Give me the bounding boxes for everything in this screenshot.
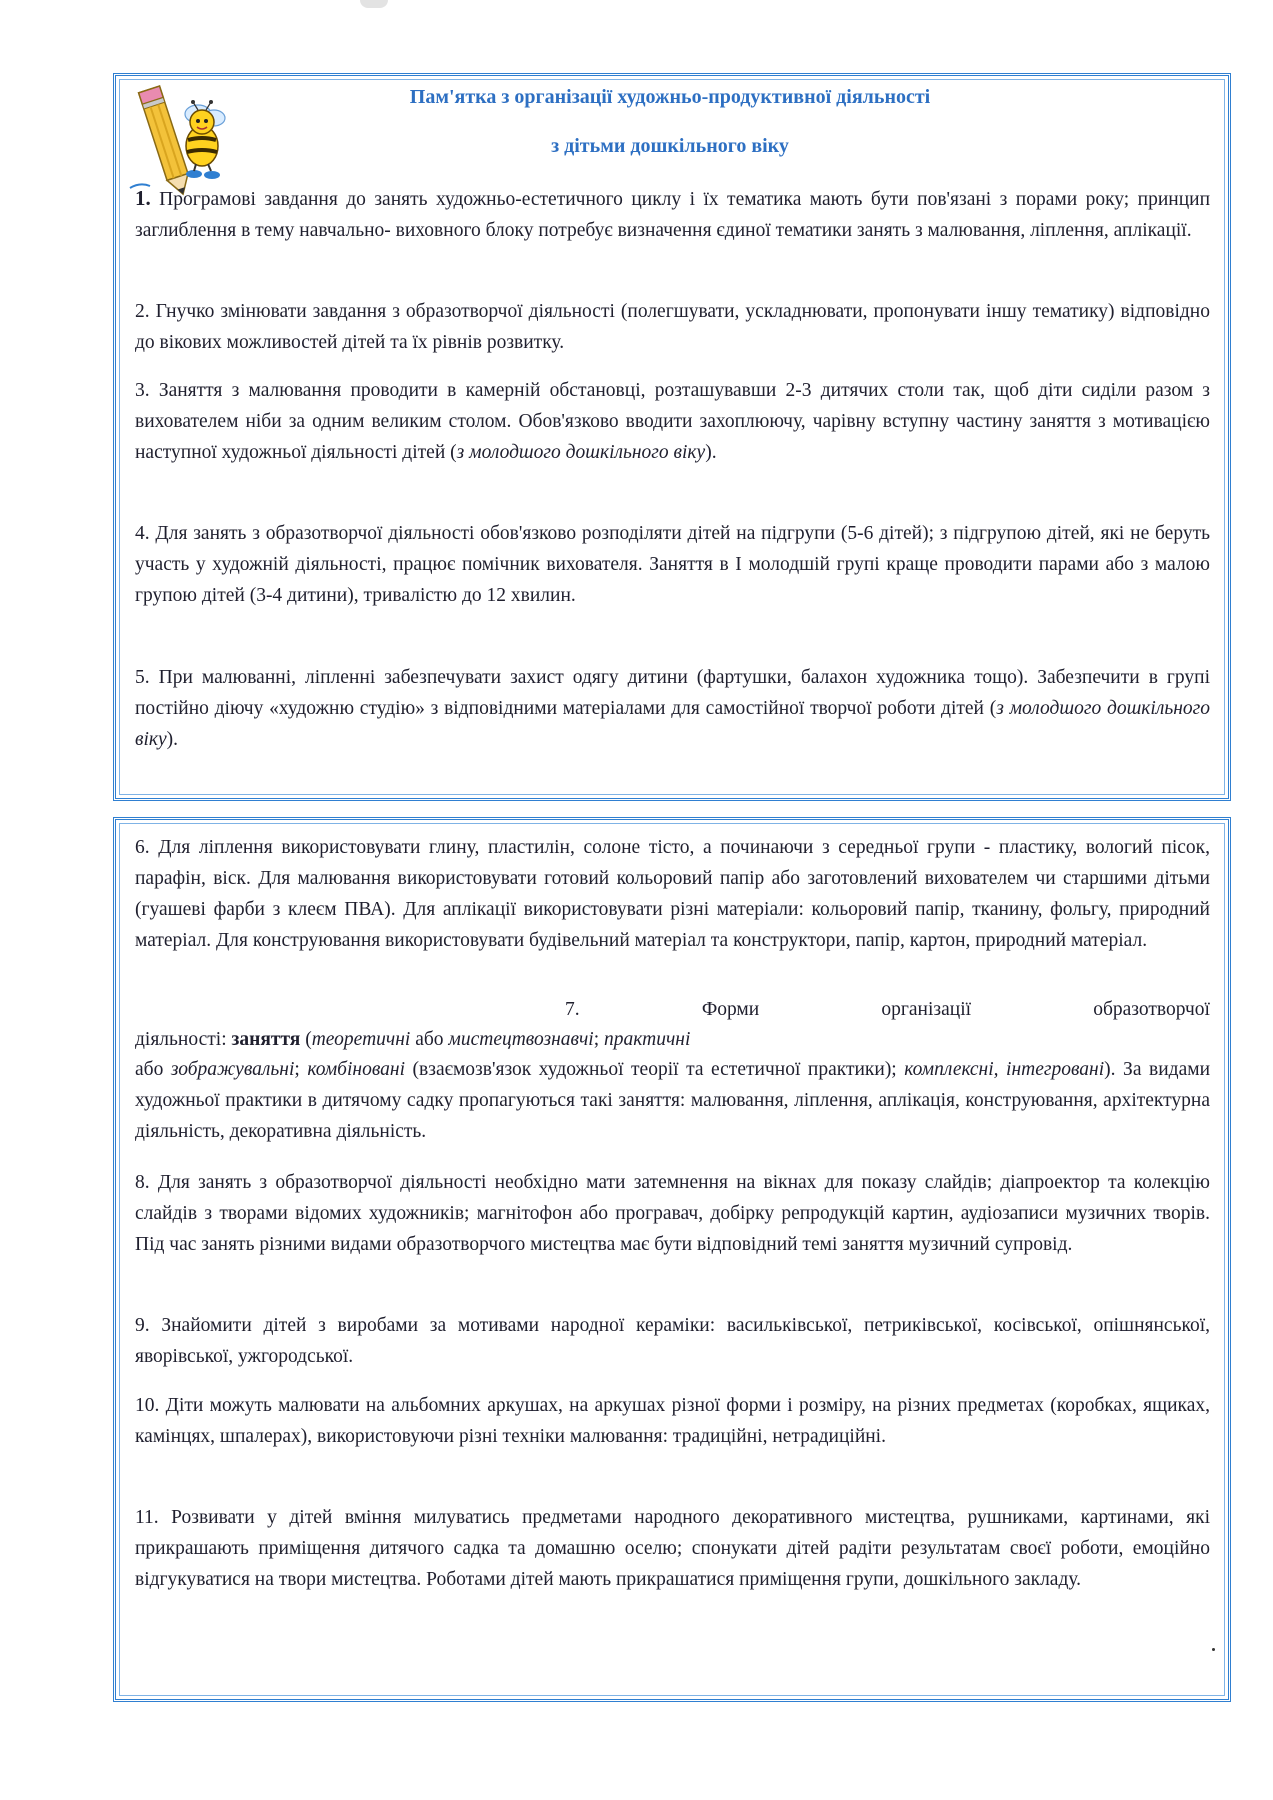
item-2: 2. Гнучко змінювати завдання з образотворчої діяльності (полегшувати, ускладнювати, пропонувати іншу тематику) відповідно до вікових можливостей дітей та їх рівнів розвитку. [135,301,1210,353]
scan-artifact [360,0,388,8]
item-3-italic: з молодшого дошкільного віку [456,442,706,463]
item-7-line-1 [135,1024,1210,1055]
item-7-t2: або [410,1029,449,1050]
item-7-i6: комплексні, інтегровані [904,1059,1105,1080]
item-7-t5: ; [294,1059,308,1080]
item-7-body [135,1054,1210,1147]
item-7-number: 7. [565,999,580,1020]
item-11: 11. Розвивати у дітей вміння милуватись предметами народного декоративного мистецтва, рушниками, картинами, які прикрашають приміщення дитячого садка та домашню оселю; спонукати дітей радіти результатам своєї роботи, емоційно відгукуватися на твори мистецтва. Роботами дітей мають прикрашатися приміщення групи, дошкільного закладу. [135,1507,1210,1590]
item-7-i4: зображувальні [170,1059,295,1080]
item-5-text: 5. При малюванні, ліпленні забезпечувати захист одягу дитини (фартушки, балахон художника тощо). Забезпечити в групі постійно діючу «художню студію» з відповідними матеріалами для самостійної творчої роботи дітей ( [135,667,1210,719]
item-7-i5: комбіновані [307,1059,405,1080]
item-7-start: діяльності: [135,1029,232,1050]
item-6: 6. Для ліплення використовувати глину, пластилін, солоне тісто, а починаючи з середньої групи - пластику, вологий пісок, парафін, віск. Для малювання використовувати готовий кольоровий папір або заготовлений вихователем чи старшими дітьми (гуашеві фарби з клеєм ПВА). Для аплікації використовувати різні матеріали: кольоровий папір, тканину, фольгу, природний матеріал. Для конструювання використовувати будівельний матеріал та конструктори, папір, картон, природний матеріал. [135,837,1210,951]
item-8: 8. Для занять з образотворчої діяльності необхідно мати затемнення на вікнах для показу слайдів; діапроектор та колекцію слайдів з творами відомих художників; магнітофон або програвач, добірку репродукцій картин, аудіозаписи музичних творів. Під час занять різними видами образотворчого мистецтва має бути відповідний темі заняття музичний супровід. [135,1172,1210,1255]
item-9: 9. Знайомити дітей з виробами за мотивами народної кераміки: васильківської, петриківської, косівської, опішнянської, яворівської, ужгородської. [135,1315,1210,1367]
item-5 [135,662,1210,755]
item-1 [135,183,1210,246]
item-7-i3: практичні [604,1029,691,1050]
item-7-i2: мистецтвознавчі [448,1029,594,1050]
scan-speck [1212,1648,1215,1651]
item-7-i1: теоретичні [311,1029,411,1050]
item-7-lead [135,994,1210,1025]
item-1-number: 1. [135,186,151,210]
page-subtitle: з дітьми дошкільного віку [551,135,789,157]
item-7-t7: ). За видами художньої практики в дитячому садку пропагуються такі заняття: малювання, ліплення, аплікація, конструювання, архітектурна діяльність, декоративна діяльність. [135,1059,1211,1142]
item-1-text: Програмові завдання до занять художньо-естетичного циклу і їх тематика мають бути пов'язані з порами року; принцип заглиблення в тему навчально- виховного блоку потребує визначення єдиної тематики занять з малювання, ліплення, аплікації. [135,189,1210,241]
item-7-bold: заняття [231,1029,301,1050]
item-7-t4: або [135,1059,171,1080]
item-10: 10. Діти можуть малювати на альбомних аркушах, на аркушах різної форми і розміру, на різних предметах (коробках, ящиках, камінцях, шпалерах), використовуючи різні техніки малювання: традиційні, нетрадиційні. [135,1395,1210,1447]
item-7-lead-word-3: образотворчої [1093,999,1210,1020]
item-5-italic: з молодшого дошкільного віку [135,698,1210,750]
item-5-end: ). [166,729,179,750]
item-7-t3: ; [593,1029,605,1050]
item-7-t1: ( [300,1029,312,1050]
item-3-text: 3. Заняття з малювання проводити в камерній обстановці, розташувавши 2-3 дитячих столи так, щоб діти сиділи разом з вихователем ніби за одним великим столом. Обов'язково вводити захоплюючу, чарівну вступну частину заняття з мотивацією наступної художньої діяльності дітей ( [135,380,1210,463]
item-4: 4. Для занять з образотворчої діяльності обов'язково розподіляти дітей на підгрупи (5-6 дітей); з підгрупою дітей, які не беруть участь у художній діяльності, працює помічник вихователя. Заняття в І молодшій групі краще проводити парами або з малою групою дітей (3-4 дитини), тривалістю до 12 хвилин. [135,523,1210,606]
page-title: Пам'ятка з організації художньо-продуктивної діяльності [409,86,931,108]
item-3 [135,375,1210,468]
item-7-t6: (взаємозв'язок художньої теорії та естетичної практики); [405,1059,905,1080]
item-3-end: ). [705,442,717,463]
item-7-lead-word: Форми [701,999,760,1020]
bee-with-pencil-icon [128,78,238,198]
item-7-lead-word-2: організації [881,999,972,1020]
